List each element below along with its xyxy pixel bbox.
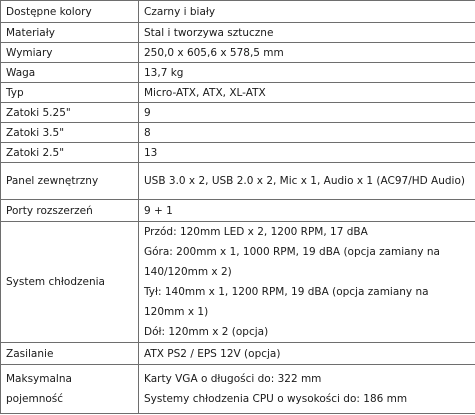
table-row bbox=[1, 143, 475, 163]
table-row bbox=[1, 163, 475, 200]
spec-value: Czarny i biały bbox=[139, 1, 475, 23]
table-row bbox=[1, 200, 475, 222]
table-row bbox=[1, 103, 475, 123]
spec-label: Wymiary bbox=[1, 43, 139, 63]
value-line: Systemy chłodzenia CPU o wysokości do: 186 mm bbox=[144, 393, 408, 405]
table-row bbox=[1, 1, 475, 23]
value-line: 140/120mm x 2) bbox=[144, 266, 232, 278]
spec-label: Zasilanie bbox=[1, 343, 139, 365]
spec-label: Zatoki 3.5" bbox=[1, 123, 139, 143]
spec-value: USB 3.0 x 2, USB 2.0 x 2, Mic x 1, Audio x 1 (AC97/HD Audio) bbox=[139, 163, 475, 200]
spec-value bbox=[139, 365, 475, 414]
spec-label: Dostępne kolory bbox=[1, 1, 139, 23]
spec-value: 13 bbox=[139, 143, 475, 163]
table-row bbox=[1, 23, 475, 43]
spec-value: Micro-ATX, ATX, XL-ATX bbox=[139, 83, 475, 103]
spec-value bbox=[139, 222, 475, 343]
spec-label: Panel zewnętrzny bbox=[1, 163, 139, 200]
label-line: Maksymalna bbox=[6, 373, 72, 385]
value-line: 120mm x 1) bbox=[144, 306, 209, 318]
value-line: Tył: 140mm x 1, 1200 RPM, 19 dBA (opcja zamiany na bbox=[144, 286, 429, 298]
spec-label: Typ bbox=[1, 83, 139, 103]
table-row bbox=[1, 222, 475, 343]
value-line: Przód: 120mm LED x 2, 1200 RPM, 17 dBA bbox=[144, 226, 368, 238]
spec-value: 13,7 kg bbox=[139, 63, 475, 83]
table-row bbox=[1, 43, 475, 63]
spec-value: 9 bbox=[139, 103, 475, 123]
spec-label: Zatoki 2.5" bbox=[1, 143, 139, 163]
label-line: pojemność bbox=[6, 393, 64, 405]
table-row bbox=[1, 63, 475, 83]
spec-value: Stal i tworzywa sztuczne bbox=[139, 23, 475, 43]
table-row bbox=[1, 123, 475, 143]
spec-value: 250,0 x 605,6 x 578,5 mm bbox=[139, 43, 475, 63]
spec-value: 9 + 1 bbox=[139, 200, 475, 222]
spec-label: Zatoki 5.25" bbox=[1, 103, 139, 123]
spec-value: ATX PS2 / EPS 12V (opcja) bbox=[139, 343, 475, 365]
spec-label: Waga bbox=[1, 63, 139, 83]
table-row bbox=[1, 83, 475, 103]
spec-label bbox=[1, 365, 139, 414]
spec-label: Porty rozszerzeń bbox=[1, 200, 139, 222]
value-line: Karty VGA o długości do: 322 mm bbox=[144, 373, 322, 385]
table-row bbox=[1, 343, 475, 365]
table-row bbox=[1, 365, 475, 414]
value-line: Dół: 120mm x 2 (opcja) bbox=[144, 326, 269, 338]
spec-value: 8 bbox=[139, 123, 475, 143]
spec-label: Materiały bbox=[1, 23, 139, 43]
value-line: Góra: 200mm x 1, 1000 RPM, 19 dBA (opcja zamiany na bbox=[144, 246, 440, 258]
spec-label: System chłodzenia bbox=[1, 222, 139, 343]
